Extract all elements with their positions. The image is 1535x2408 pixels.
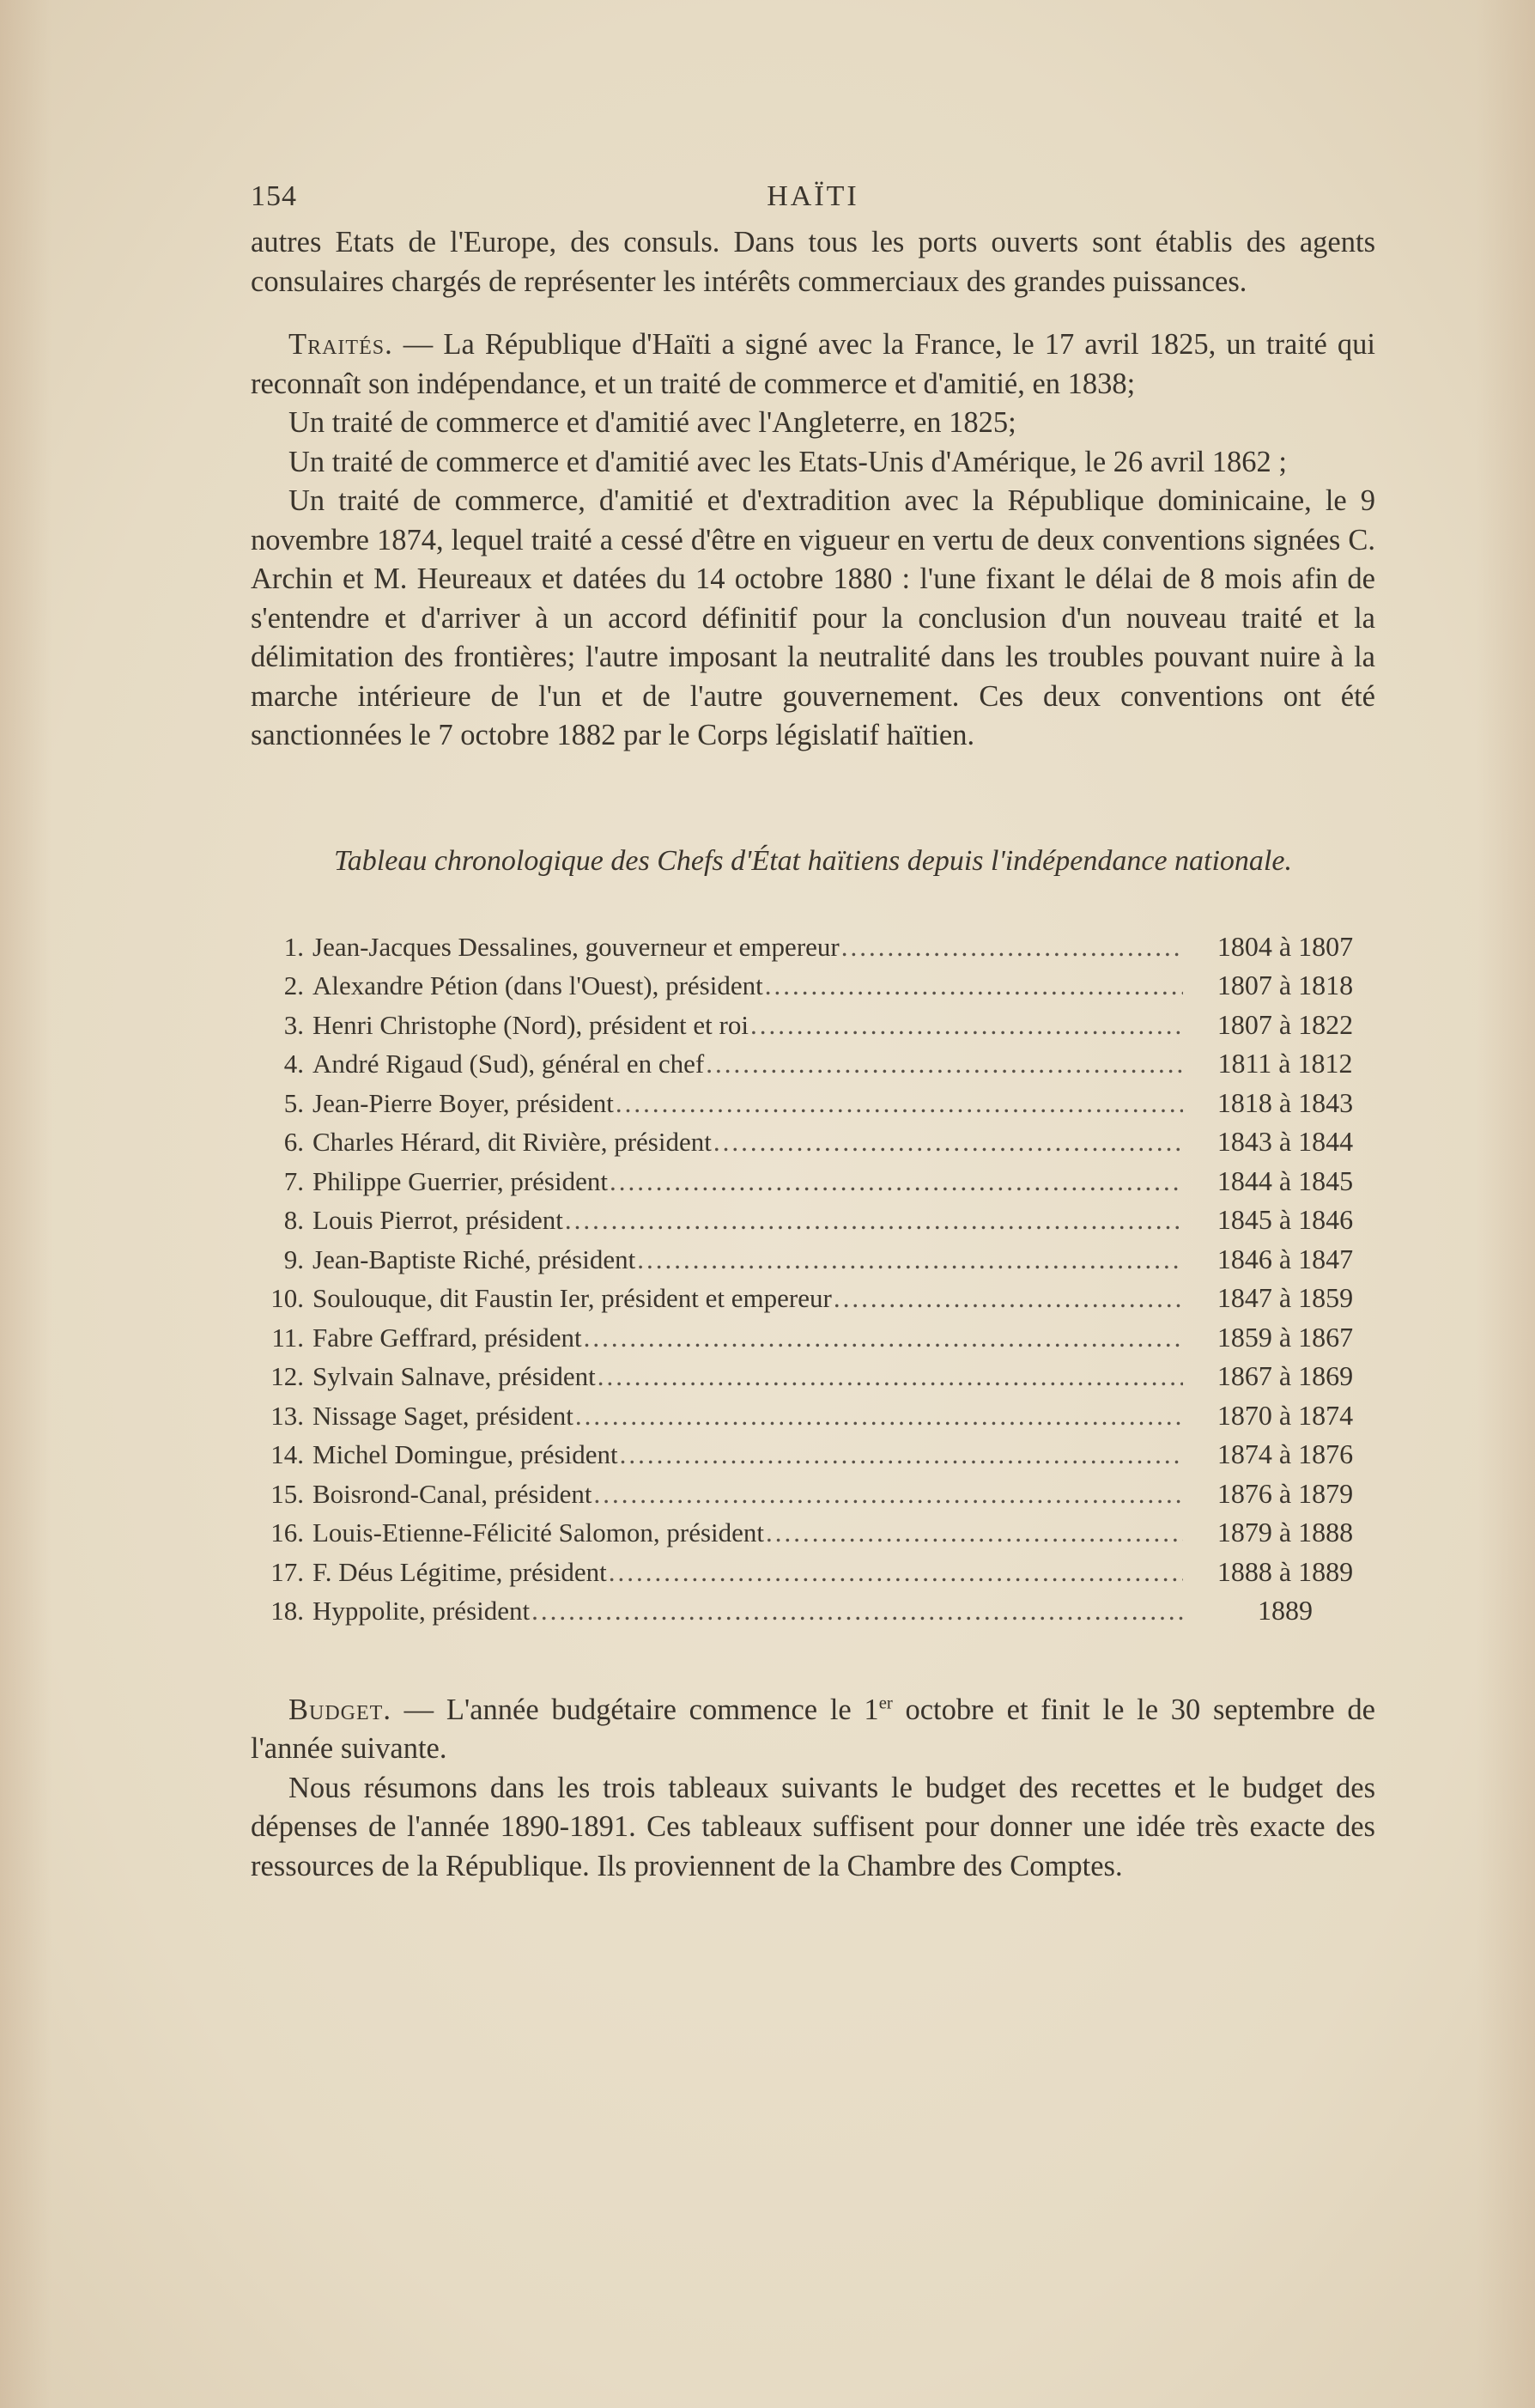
budget-heading: Budget.	[288, 1693, 391, 1726]
list-item	[251, 1201, 1375, 1240]
treaty-item: Un traité de commerce et d'amitié avec l'Angleterre, en 1825;	[288, 406, 1016, 439]
list-item	[251, 1396, 1375, 1436]
treaty-item: Un traité de commerce, d'amitié et d'extradition avec la République dominicaine, le 9 novembre 1874, lequel traité a cessé d'être en vigueur en vertu de deux conventions signées C. Archin et M. Heureaux et datées du 14 octobre 1880 : l'une fixant le délai de 8 mois afin de s'entendre et d'arriver à un accord définitif pour la conclusion d'un nouveau traité et la délimitation des frontières; l'autre imposant la neutralité dans les troubles pouvant nuire à la marche intérieure de l'un et de l'autre gouvernement. Ces deux conventions ont été sanctionnées le 7 octobre 1882 par le Corps législatif haïtien.	[251, 484, 1375, 751]
running-head	[251, 172, 1375, 223]
chief-dates: 1879 à 1888	[1216, 1517, 1354, 1548]
leader-dots	[841, 927, 1183, 967]
chief-name: Fabre Geffrard, président	[312, 1322, 582, 1353]
chief-dates: 1859 à 1867	[1216, 1321, 1354, 1353]
chief-dates: 1818 à 1843	[1216, 1086, 1354, 1118]
leader-dots	[609, 1553, 1183, 1592]
chief-dates: 1888 à 1889	[1216, 1555, 1354, 1587]
list-item	[251, 927, 1375, 967]
list-item	[251, 1084, 1375, 1123]
budget-ordinal: er	[878, 1694, 893, 1712]
row-number: 6.	[283, 1127, 304, 1157]
chiefs-table-title: Tableau chronologique des Chefs d'État haïtiens depuis l'indépendance nationale.	[334, 844, 1292, 877]
chief-name: André Rigaud (Sud), général en chef	[312, 1049, 705, 1079]
chief-dates: 1845 à 1846	[1216, 1204, 1354, 1235]
row-number: 12.	[270, 1361, 304, 1391]
list-item	[251, 1122, 1375, 1162]
row-number: 7.	[283, 1165, 304, 1196]
treaties-dash: —	[392, 328, 444, 361]
chief-dates: 1847 à 1859	[1216, 1282, 1354, 1313]
leader-dots	[584, 1318, 1183, 1358]
chief-dates: 1874 à 1876	[1216, 1438, 1354, 1469]
chief-name: Louis-Etienne-Félicité Salomon, président	[312, 1517, 765, 1548]
chief-dates: 1867 à 1869	[1216, 1360, 1354, 1391]
chief-dates: 1843 à 1844	[1216, 1126, 1354, 1157]
row-number: 11.	[271, 1322, 304, 1353]
row-number: 1.	[283, 931, 304, 962]
chief-name: Hyppolite, président	[312, 1596, 531, 1626]
row-number: 9.	[283, 1244, 304, 1274]
book-page	[251, 172, 1375, 1886]
chief-name: Soulouque, dit Faustin Ier, président et empereur	[312, 1283, 832, 1313]
budget-dash: —	[391, 1693, 446, 1726]
leader-dots	[637, 1240, 1183, 1280]
row-number: 3.	[283, 1009, 304, 1040]
chief-dates: 1889	[1258, 1595, 1313, 1626]
chief-name: Michel Domingue, président	[312, 1439, 618, 1469]
chief-dates: 1846 à 1847	[1216, 1243, 1354, 1274]
treaties-heading: Traités.	[288, 328, 393, 361]
leader-dots	[706, 1044, 1183, 1084]
leader-dots	[593, 1475, 1183, 1514]
chief-dates: 1844 à 1845	[1216, 1164, 1354, 1196]
chief-dates: 1811 à 1812	[1217, 1048, 1353, 1079]
leader-dots	[834, 1279, 1183, 1318]
chief-name: Boisrond-Canal, président	[312, 1478, 592, 1509]
list-item	[251, 966, 1375, 1006]
chief-name: Louis Pierrot, président	[312, 1205, 563, 1235]
chief-name: Nissage Saget, président	[312, 1400, 573, 1431]
list-item	[251, 1435, 1375, 1475]
leader-dots	[620, 1435, 1183, 1475]
treaties-paragraph	[251, 325, 1375, 404]
list-item	[251, 1044, 1375, 1084]
budget-paragraph	[251, 1691, 1375, 1769]
list-item	[251, 1475, 1375, 1514]
leader-dots	[575, 1396, 1183, 1436]
leader-dots	[765, 966, 1183, 1006]
chief-dates: 1807 à 1822	[1216, 1008, 1354, 1040]
list-item	[251, 1513, 1375, 1553]
row-number: 17.	[270, 1556, 304, 1587]
chief-dates: 1876 à 1879	[1216, 1477, 1354, 1509]
leader-dots	[750, 1006, 1183, 1045]
chief-name: Alexandre Pétion (dans l'Ouest), président	[312, 970, 763, 1000]
list-item	[251, 1240, 1375, 1280]
row-number: 15.	[270, 1478, 304, 1509]
leader-dots	[598, 1357, 1183, 1396]
budget-intro-a: L'année budgétaire commence le 1	[446, 1693, 879, 1726]
row-number: 18.	[270, 1596, 304, 1626]
leader-dots	[713, 1122, 1183, 1162]
opening-paragraph: autres Etats de l'Europe, des consuls. Dans tous les ports ouverts sont établis des agents consulaires chargés de représenter les intérêts commerciaux des grandes puissances.	[251, 226, 1375, 298]
chief-name: Sylvain Salnave, président	[312, 1361, 596, 1391]
chief-name: Jean-Jacques Dessalines, gouverneur et empereur	[312, 931, 840, 962]
leader-dots	[766, 1513, 1183, 1553]
chief-name: Philippe Guerrier, président	[312, 1165, 608, 1196]
row-number: 8.	[283, 1205, 304, 1235]
row-number: 4.	[283, 1049, 304, 1079]
leader-dots	[616, 1084, 1183, 1123]
budget-intro-b: octobre et finit le le 30 septembre de l'année suivante.	[251, 1693, 1375, 1765]
row-number: 16.	[270, 1517, 304, 1548]
spacer	[251, 1631, 1375, 1691]
list-item	[251, 1318, 1375, 1358]
row-number: 2.	[283, 970, 304, 1000]
chief-dates: 1870 à 1874	[1216, 1399, 1354, 1431]
chief-name: Henri Christophe (Nord), président et roi	[312, 1009, 749, 1040]
list-item	[251, 1357, 1375, 1396]
chief-name: Jean-Baptiste Riché, président	[312, 1244, 636, 1274]
treaties-intro: La République d'Haïti a signé avec la France, le 17 avril 1825, un traité qui reconnaît son indépendance, et un traité de commerce et d'amitié, en 1838;	[251, 328, 1375, 400]
chief-dates: 1807 à 1818	[1216, 970, 1354, 1000]
list-item	[251, 1553, 1375, 1592]
treaty-item: Un traité de commerce et d'amitié avec les Etats-Unis d'Amérique, le 26 avril 1862 ;	[288, 445, 1287, 478]
page-number: 154	[251, 180, 297, 212]
running-title: HAÏTI	[767, 180, 859, 212]
spacer	[251, 756, 1375, 842]
list-item	[251, 1006, 1375, 1045]
chief-dates: 1804 à 1807	[1216, 930, 1354, 962]
chiefs-of-state-list	[251, 927, 1375, 1631]
chief-name: Jean-Pierre Boyer, président	[312, 1087, 614, 1118]
list-item	[251, 1591, 1375, 1631]
leader-dots	[531, 1591, 1183, 1631]
leader-dots	[565, 1201, 1183, 1240]
list-item	[251, 1162, 1375, 1201]
row-number: 10.	[270, 1283, 304, 1313]
chief-name: F. Déus Légitime, président	[312, 1556, 607, 1587]
row-number: 13.	[270, 1400, 304, 1431]
list-item	[251, 1279, 1375, 1318]
budget-summary-paragraph: Nous résumons dans les trois tableaux suivants le budget des recettes et le budget des dépenses de l'année 1890-1891. Ces tableaux suffisent pour donner une idée très exacte des ressources de la République. Ils proviennent de la Chambre des Comptes.	[251, 1771, 1375, 1882]
leader-dots	[610, 1162, 1183, 1201]
chief-name: Charles Hérard, dit Rivière, président	[312, 1127, 712, 1157]
spacer	[251, 301, 1375, 325]
row-number: 14.	[270, 1439, 304, 1469]
row-number: 5.	[283, 1087, 304, 1118]
